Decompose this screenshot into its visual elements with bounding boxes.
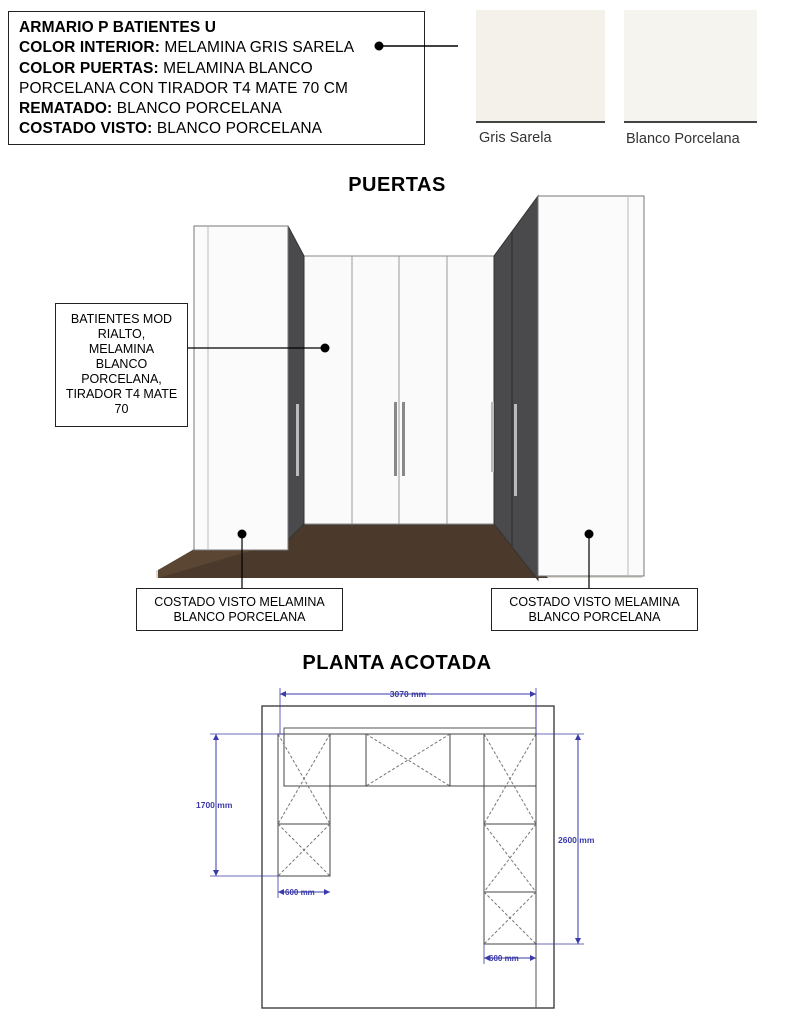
callout-side-right: [491, 588, 698, 631]
dim-arrow: [575, 938, 581, 944]
plan-module-top: [366, 734, 450, 786]
spec-value: MELAMINA GRIS SARELA: [160, 39, 355, 57]
callout-side-left: [136, 588, 343, 631]
spec-value: MELAMINA BLANCO: [158, 59, 313, 77]
dim-arrow: [530, 955, 536, 961]
swatch-underline: [476, 121, 605, 123]
spec-row-interior: [19, 38, 414, 58]
dim-arrow: [324, 889, 330, 895]
spec-pointer: [370, 36, 460, 56]
dim-arrow: [213, 734, 219, 740]
spec-value: PORCELANA CON TIRADOR T4 MATE 70 CM: [19, 79, 349, 97]
spec-value: BLANCO PORCELANA: [112, 100, 282, 118]
dim-label-width: 3070 mm: [389, 689, 427, 699]
dim-arrow: [278, 889, 284, 895]
callout-side-left-text: COSTADO VISTO MELAMINA BLANCO PORCELANA: [154, 595, 325, 624]
spec-row-doors-cont: [19, 79, 414, 99]
section-title-doors: PUERTAS: [348, 174, 446, 196]
back-panel: [284, 728, 536, 734]
spec-row-side: [19, 119, 414, 139]
plan-module-top: [284, 734, 366, 786]
callout-doors-note-text: BATIENTES MOD RIALTO, MELAMINA BLANCO PORCELANA, TIRADOR T4 MATE 70: [65, 312, 178, 416]
spec-label: REMATADO:: [19, 100, 113, 118]
plan-module-top: [450, 734, 536, 786]
spec-title: ARMARIO P BATIENTES U: [19, 19, 217, 36]
swatch-blanco-porcelana: [624, 10, 757, 121]
dim-arrow: [280, 691, 286, 697]
door-handle: [296, 404, 299, 476]
swatch-label-gris-sarela: Gris Sarela: [479, 130, 552, 146]
dim-label-left-depth: 1700 mm: [196, 800, 233, 810]
doors-elevation: [150, 190, 650, 590]
dim-label-right-module: 600 mm: [489, 954, 519, 963]
spec-label: COSTADO VISTO:: [19, 120, 153, 138]
swatch-gris-sarela: [476, 10, 605, 121]
spec-label: COLOR INTERIOR:: [19, 39, 160, 57]
dim-label-right-depth: 2600 mm: [558, 835, 595, 845]
door-handle: [394, 402, 397, 476]
dim-arrow: [575, 734, 581, 740]
spec-label: COLOR PUERTAS:: [19, 59, 159, 77]
dim-label-left-module: 600 mm: [285, 888, 315, 897]
door-handle: [402, 402, 405, 476]
dim-arrow: [213, 870, 219, 876]
callout-side-right-text: COSTADO VISTO MELAMINA BLANCO PORCELANA: [509, 595, 680, 624]
module-cross: [366, 734, 450, 786]
left-wing-doors: [288, 226, 304, 540]
door-handle: [491, 402, 494, 472]
callout-doors-note: [55, 303, 188, 427]
spec-value: BLANCO PORCELANA: [152, 120, 323, 138]
swatch-underline: [624, 121, 757, 123]
spec-box: [8, 11, 425, 145]
door-handle: [514, 404, 517, 496]
spec-row-doors: [19, 59, 414, 79]
right-wing-doors: [494, 196, 538, 580]
floor-plan: [190, 680, 620, 1020]
swatch-label-blanco-porcelana: Blanco Porcelana: [626, 131, 740, 147]
section-title-plan: PLANTA ACOTADA: [302, 652, 492, 674]
module-cross: [366, 734, 450, 786]
dim-arrow: [530, 691, 536, 697]
spec-row-finish: [19, 99, 414, 119]
